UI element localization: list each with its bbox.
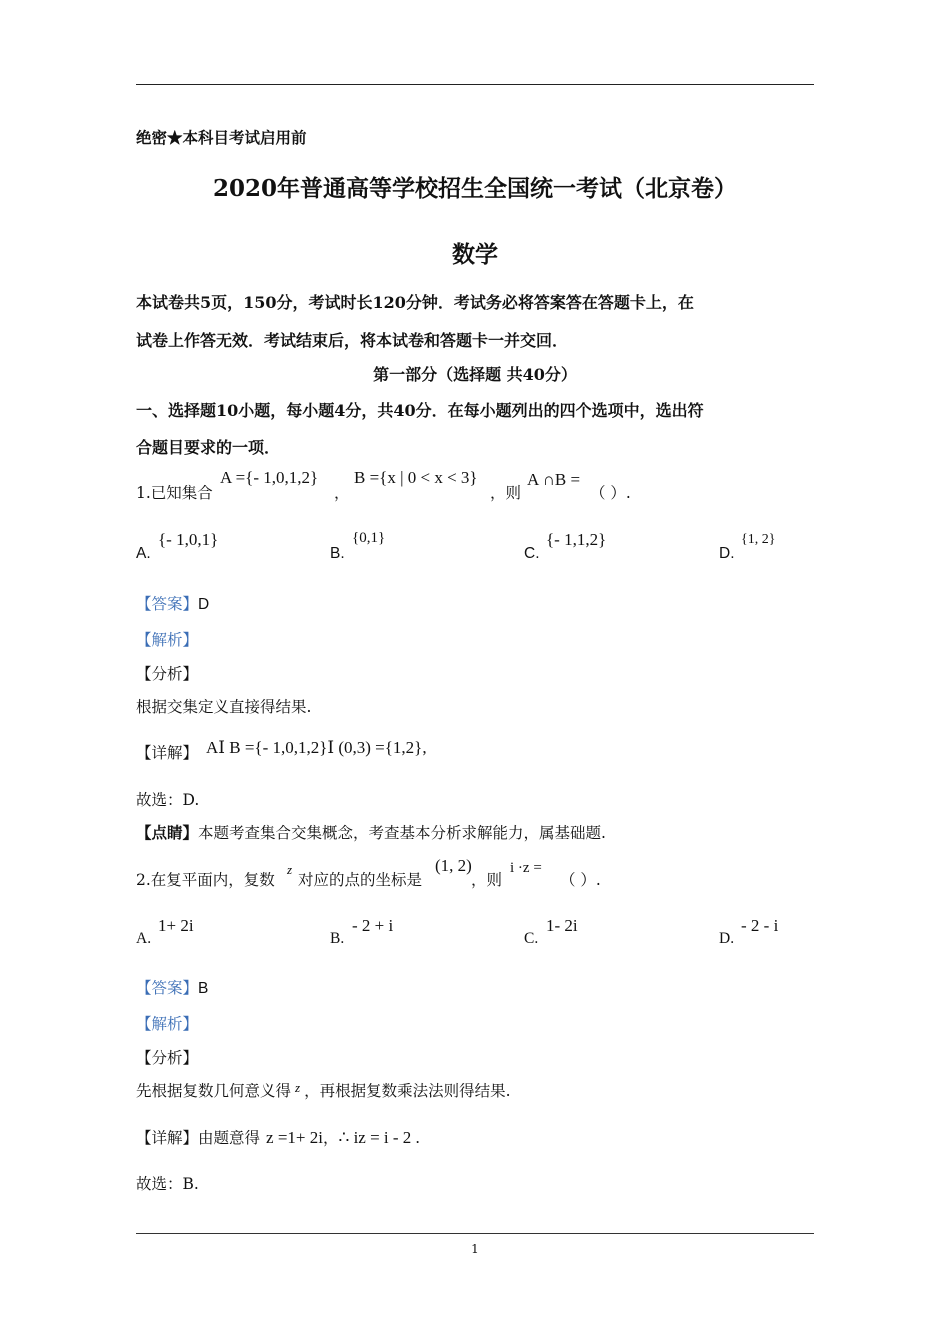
- q2-analysis-tag: 【解析】: [136, 1015, 199, 1033]
- q1-detail-tag: 【详解】: [136, 744, 199, 762]
- q2-option-d-letter: D.: [719, 930, 735, 947]
- q2-option-b-value: - 2 + i: [352, 916, 394, 935]
- q2-detail-sep: ，: [322, 1129, 339, 1147]
- q1-comment-row: [136, 821, 606, 843]
- q1-comment-text: 本题考查集合交集概念，考查基本分析求解能力，属基础题.: [198, 824, 606, 842]
- q2-fenxi-prefix: 先根据复数几何意义得: [136, 1082, 292, 1100]
- q1-answer-value: D: [198, 596, 210, 613]
- q2-fenxi-row: [136, 1079, 511, 1101]
- q2-detail-tag: 【详解】: [136, 1129, 199, 1147]
- q2-answer-value: B: [198, 980, 209, 997]
- q1-analysis-tag: 【解析】: [136, 631, 199, 649]
- q2-expression: i ·z =: [510, 860, 542, 876]
- q1-option-b-letter: B.: [330, 545, 345, 562]
- q1-option-d-value: {1, 2}: [741, 532, 776, 547]
- q2-fenxi-suffix: ，再根据复数乘法法则得结果.: [304, 1082, 511, 1100]
- q1-option-c-value: {- 1,1,2}: [546, 530, 607, 549]
- q1-answer-tag: 【答案】: [136, 595, 199, 613]
- q2-detail-eq2: ∴ iz = i - 2 .: [338, 1128, 420, 1147]
- q1-fenxi-text: 根据交集定义直接得结果.: [136, 698, 312, 716]
- confidential-label: 绝密★本科目考试启用前: [136, 128, 307, 147]
- part1-heading: 第一部分（选择题 共40分）: [373, 365, 577, 384]
- part1-instructions-2: 合题目要求的一项．: [136, 438, 281, 457]
- q2-option-a-letter: A.: [136, 930, 152, 947]
- q2-detail-prefix: 由题意得: [198, 1129, 261, 1147]
- q2-stem-mid: 对应的点的坐标是: [298, 871, 423, 889]
- q2-answer-tag: 【答案】: [136, 979, 199, 997]
- q2-option-d-value: - 2 - i: [741, 916, 779, 935]
- footer-rule: [136, 1233, 814, 1234]
- q1-stem-prefix: 1.已知集合: [136, 484, 213, 502]
- part1-instructions-1: 一、选择题10小题，每小题4分，共40分．在每小题列出的四个选项中，选出符: [136, 401, 704, 420]
- q2-option-c-letter: C.: [524, 930, 539, 947]
- intro-line-1: 本试卷共5页，150分，考试时长120分钟．考试务必将答案答在答题卡上，在: [136, 293, 694, 312]
- q1-set-a: A ={- 1,0,1,2}: [220, 468, 319, 487]
- q2-blank: （ ）.: [560, 871, 601, 889]
- q1-conclusion: 故选：D.: [136, 791, 200, 809]
- q1-option-a-letter: A.: [136, 545, 151, 562]
- q2-option-b-letter: B.: [330, 930, 345, 947]
- q2-point: (1, 2): [435, 856, 472, 875]
- q1-set-b: B ={x | 0 < x < 3}: [354, 468, 478, 487]
- q1-comma: ，: [334, 484, 350, 502]
- q2-stem-prefix: 2.在复平面内，复数: [136, 871, 275, 889]
- subject-title: 数学: [452, 241, 498, 268]
- q2-conclusion: 故选：B.: [136, 1175, 199, 1193]
- q1-fenxi-tag: 【分析】: [136, 665, 199, 683]
- q2-fenxi-var: z: [295, 1080, 301, 1095]
- q1-expression: A ∩B =: [527, 470, 581, 489]
- q1-option-c-letter: C.: [524, 545, 540, 562]
- page-number: 1: [471, 1242, 479, 1256]
- q1-detail-math: AⅠ B ={- 1,0,1,2}Ⅰ (0,3) ={1,2},: [206, 738, 427, 757]
- q2-option-c-value: 1- 2i: [546, 916, 578, 935]
- header-rule: [136, 84, 814, 85]
- q1-blank: （ ）.: [590, 484, 631, 502]
- exam-title: 2020年普通高等学校招生全国统一考试（北京卷）: [212, 175, 737, 202]
- q2-detail-eq1: z =1+ 2i: [266, 1128, 323, 1147]
- q2-answer-row: [136, 976, 208, 998]
- q1-option-d-letter: D.: [719, 545, 735, 562]
- q1-comment-tag: 【点睛】: [136, 823, 199, 842]
- q2-then: ，则: [471, 871, 503, 889]
- q1-option-b-value: {0,1}: [352, 530, 386, 546]
- q1-then: ，则: [490, 484, 522, 502]
- intro-line-2: 试卷上作答无效．考试结束后，将本试卷和答题卡一并交回．: [136, 331, 569, 350]
- q2-option-a-value: 1+ 2i: [158, 916, 194, 935]
- q1-answer-row: [136, 592, 209, 614]
- q2-detail-row: [136, 1126, 420, 1148]
- q2-fenxi-tag: 【分析】: [136, 1049, 199, 1067]
- q2-var-z: z: [287, 862, 293, 877]
- q1-option-a-value: {- 1,0,1}: [158, 530, 219, 549]
